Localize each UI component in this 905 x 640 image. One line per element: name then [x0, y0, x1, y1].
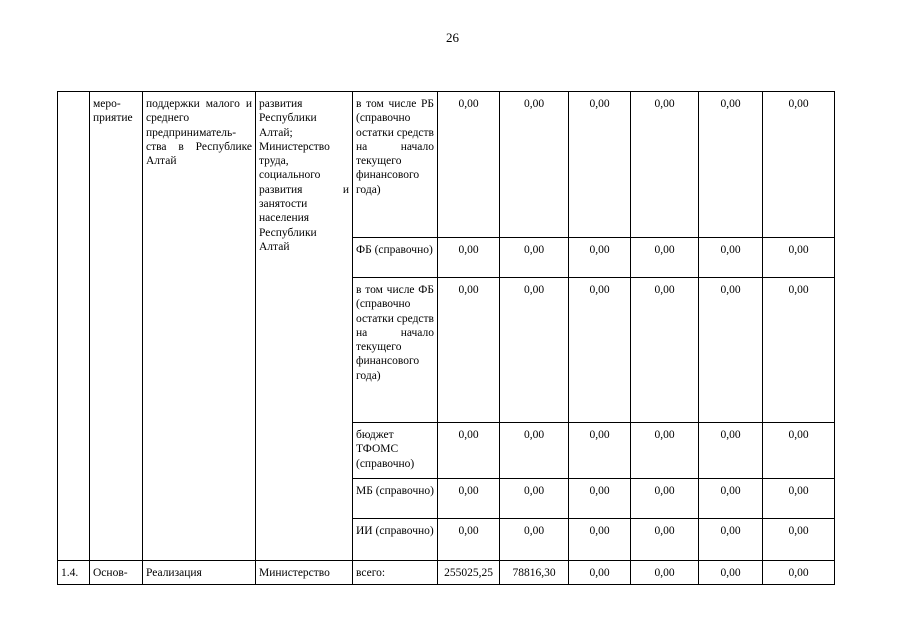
value-cell: 0,00: [438, 423, 500, 479]
value-cell: 0,00: [631, 479, 699, 519]
value-cell: 0,00: [631, 238, 699, 278]
page-number: 26: [446, 30, 459, 45]
value-cell: 0,00: [699, 479, 763, 519]
value-cell: 0,00: [763, 561, 835, 585]
funding-source-cell: в том числе РБ (справочно остатки средств на начало текущего финансового года): [353, 92, 438, 238]
activity-name-cell: поддержки малого и среднего предприниматель-ства в Республике Алтай: [143, 92, 256, 561]
value-cell: 0,00: [438, 479, 500, 519]
value-cell: 0,00: [699, 519, 763, 561]
value-cell: 0,00: [763, 479, 835, 519]
funding-source-cell: ФБ (справочно): [353, 238, 438, 278]
value-cell: 0,00: [500, 92, 569, 238]
value-cell: 0,00: [500, 423, 569, 479]
value-cell: 0,00: [631, 423, 699, 479]
value-cell: 0,00: [763, 423, 835, 479]
value-cell: 0,00: [631, 278, 699, 423]
value-cell: 0,00: [500, 238, 569, 278]
value-cell: 0,00: [763, 238, 835, 278]
value-cell: 0,00: [569, 92, 631, 238]
funding-source-cell: в том числе ФБ (справочно остатки средств на начало текущего финансового года): [353, 278, 438, 423]
value-cell: 0,00: [763, 519, 835, 561]
row-number-cell: [58, 92, 90, 561]
executor-cell: Министерство: [256, 561, 353, 585]
funding-source-cell: всего:: [353, 561, 438, 585]
value-cell: 0,00: [763, 92, 835, 238]
row-number-cell: 1.4.: [58, 561, 90, 585]
value-cell: 0,00: [631, 519, 699, 561]
value-cell: 0,00: [699, 561, 763, 585]
executor-cell: развития Республики Алтай; Министерство труда, социального развития и занятости населения Республики Алтай: [256, 92, 353, 561]
value-cell: 0,00: [500, 278, 569, 423]
funding-source-cell: ИИ (справочно): [353, 519, 438, 561]
value-cell: 255025,25: [438, 561, 500, 585]
activity-type-cell: меро-приятие: [90, 92, 143, 561]
value-cell: 0,00: [500, 519, 569, 561]
value-cell: 0,00: [569, 278, 631, 423]
value-cell: 0,00: [438, 278, 500, 423]
value-cell: 0,00: [569, 423, 631, 479]
value-cell: 0,00: [438, 519, 500, 561]
funding-source-cell: бюджет ТФОМС (справочно): [353, 423, 438, 479]
activity-name-cell: Реализация: [143, 561, 256, 585]
activity-type-cell: Основ-: [90, 561, 143, 585]
program-funding-table: [57, 91, 835, 585]
value-cell: 0,00: [763, 278, 835, 423]
value-cell: 0,00: [500, 479, 569, 519]
value-cell: 0,00: [631, 561, 699, 585]
value-cell: 0,00: [569, 238, 631, 278]
value-cell: 78816,30: [500, 561, 569, 585]
funding-source-cell: МБ (справочно): [353, 479, 438, 519]
value-cell: 0,00: [631, 92, 699, 238]
value-cell: 0,00: [438, 92, 500, 238]
value-cell: 0,00: [569, 479, 631, 519]
value-cell: 0,00: [438, 238, 500, 278]
table-row: [58, 561, 835, 585]
value-cell: 0,00: [699, 92, 763, 238]
value-cell: 0,00: [699, 278, 763, 423]
value-cell: 0,00: [569, 561, 631, 585]
value-cell: 0,00: [699, 238, 763, 278]
table-row: [58, 92, 835, 238]
value-cell: 0,00: [699, 423, 763, 479]
value-cell: 0,00: [569, 519, 631, 561]
